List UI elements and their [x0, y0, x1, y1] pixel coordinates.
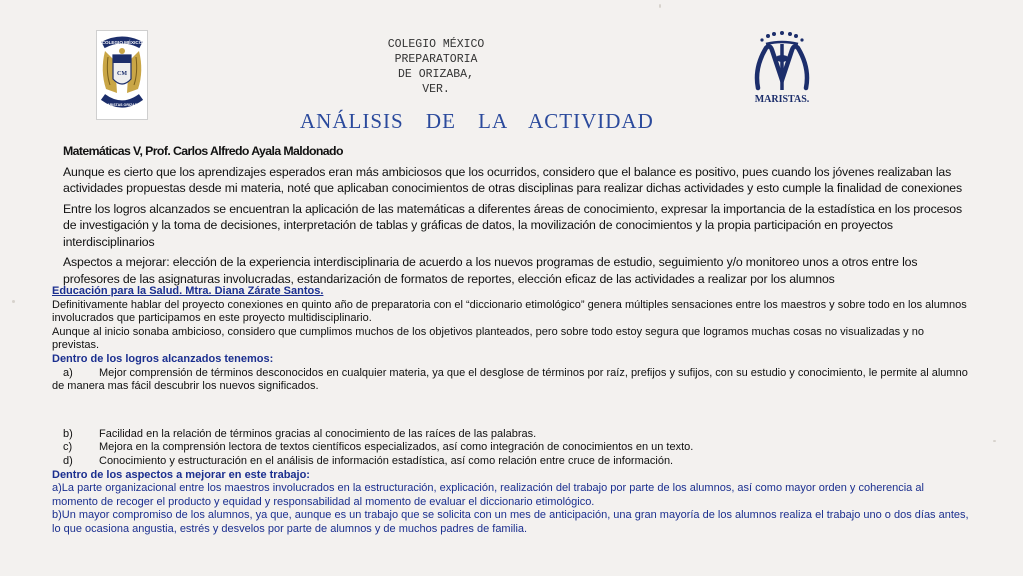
svg-text:CM: CM — [117, 71, 127, 77]
logo-right-text: MARISTAS. — [754, 94, 810, 105]
paper-speck — [659, 4, 661, 8]
school-name-line: PREPARATORIA — [394, 53, 478, 66]
list-text: La parte organizacional entre los maestros involucrados en la estructuración, explicación, realización del trabajo por parte de los alumnos, así como mayor orden y coherencia al momento de recoger el producto y equidad y responsabilidad al momento de evaluar el diccionario etimológico. — [52, 482, 924, 508]
school-name-line: DE ORIZABA, — [398, 68, 474, 81]
list-marker: b) — [63, 427, 73, 440]
list-marker: b) — [52, 509, 62, 522]
achievements-heading: Dentro de los logros alcanzados tenemos: — [52, 352, 274, 365]
list-text: Mejor comprensión de términos desconocidos en cualquier materia, ya que el desglose de términos por raíz, prefijos y sufijos, con su estudio y conocimiento, le permite al alumno de manera mas fácil descubrir los nuevos significados. — [52, 366, 968, 393]
maristas-emblem — [744, 30, 820, 106]
math-paragraph: Entre los logros alcanzados se encuentran la aplicación de las matemáticas a diferentes áreas de conocimiento, expresar la importancia de la estadística en los procesos de investigación y la toma de decisiones, interpretación de tablas y gráficas de datos, la movilización de conocimientos y la propia participación en proyectos interdisciplinarios — [63, 201, 962, 249]
health-paragraph: Definitivamente hablar del proyecto conexiones en quinto año de preparatoria con el “diccionario etimológico” genera múltiples sensaciones entre los maestros y sobre todo en los alumnos involucrados que participamos en este proyecto multidisciplinario. — [52, 298, 967, 325]
improve-item — [52, 482, 972, 509]
colegio-mexico-logo — [96, 30, 148, 120]
list-item — [52, 441, 972, 455]
list-marker: c) — [63, 441, 73, 454]
improve-heading: Dentro de los aspectos a mejorar en este trabajo: — [52, 468, 310, 481]
list-text: Conocimiento y estructuración en el análisis de información estadística, así como relación entre cruce de información. — [99, 454, 674, 467]
math-paragraph: Aunque es cierto que los aprendizajes esperados eran más ambiciosos que los ocurridos, considero que el balance es positivo, pues cuando los jóvenes realizaban las actividades propuestas desde mi materia, noté que aplicaban conocimientos de otras disciplinas para realizar dichas actividades y esto cumple la finalidad de conexiones — [63, 164, 962, 195]
math-paragraph: Aspectos a mejorar: elección de la experiencia interdisciplinaria de acuerdo a los nuevos programas de estudio, seguimiento y/o monitoreo unos a otros entre los profesores de las asignaturas involucradas, estandarización de formatos de reportes, elección eficaz de las actividades a realizar por los alumnos — [63, 255, 918, 286]
list-item — [52, 428, 972, 442]
health-paragraph: Aunque al inicio sonaba ambicioso, considero que cumplimos muchos de los objetivos planteados, pero sobre todo estoy segura que logramos muchas cosas no visualizadas y no previstas. — [52, 325, 924, 352]
paper-speck — [993, 440, 996, 442]
page-title: ANÁLISIS DE LA ACTIVIDAD — [300, 109, 654, 133]
health-heading: Educación para la Salud. Mtra. Diana Zárate Santos. — [52, 285, 324, 297]
list-text: Facilidad en la relación de términos gracias al conocimiento de las raíces de las palabras. — [99, 427, 537, 440]
list-text: Mejora en la comprensión lectora de textos científicos especializados, así como integración de conocimientos en un texto. — [99, 441, 694, 454]
list-item — [52, 367, 972, 394]
maristas-logo — [744, 30, 820, 106]
colegio-mexico-shield — [97, 31, 147, 119]
list-text: Un mayor compromiso de los alumnos, ya que, aunque es un trabajo que se solicita con un mes de anticipación, una gran mayoría de los alumnos realiza el trabajo uno o dos días antes, lo que ocasiona angustia, estrés y desvelos por parte de alumnos y de muchos padres de familia. — [52, 509, 969, 535]
list-marker: a) — [52, 482, 62, 495]
math-heading: Matemáticas V, Prof. Carlos Alfredo Ayala Maldonado — [63, 144, 343, 158]
list-marker: a) — [63, 366, 73, 379]
logo-left-text-bottom: MARISTAS ORIZABA — [104, 103, 140, 107]
list-marker: d) — [63, 454, 73, 467]
school-name-line: VER. — [422, 83, 450, 96]
health-section — [52, 285, 972, 537]
paper-speck — [12, 300, 15, 303]
math-section — [63, 143, 963, 291]
school-name — [368, 37, 504, 97]
logo-left-text-top: COLEGIO MÉXICO — [101, 40, 143, 45]
list-item — [52, 455, 972, 469]
school-name-line: COLEGIO MÉXICO — [387, 38, 485, 51]
improve-item — [52, 509, 972, 536]
